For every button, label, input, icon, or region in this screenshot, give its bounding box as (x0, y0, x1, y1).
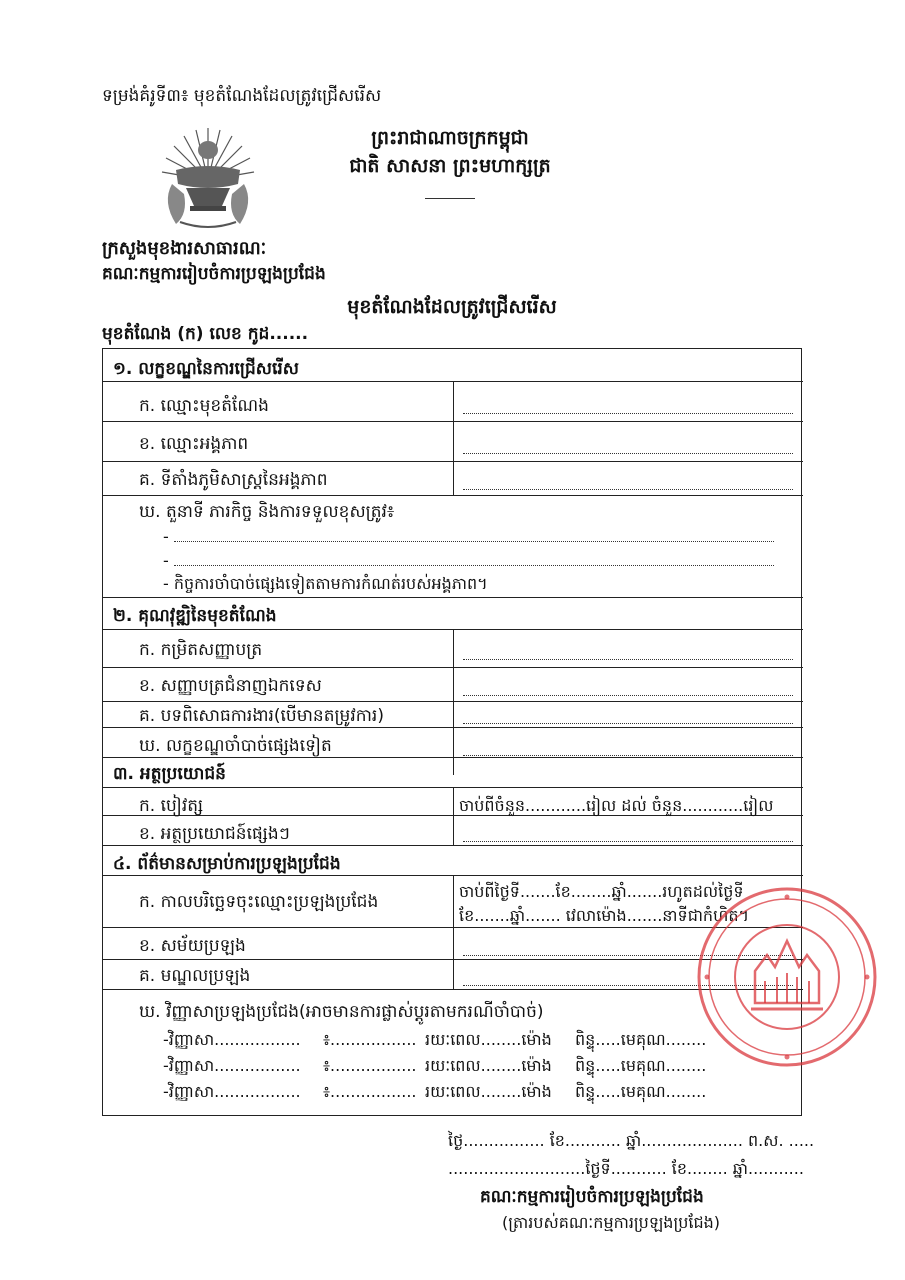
subject-row-duration: រយៈពេល........ម៉ោង (425, 1082, 552, 1101)
motto-divider (425, 198, 475, 199)
registration-date-value-2: ខែ.......ឆ្នាំ....... វេលាម៉ោង.......នាទីជាកំហិត។ (459, 906, 750, 925)
committee-name: គណៈកម្មការរៀបចំការប្រឡងប្រជែង (102, 264, 326, 284)
cambodia-royal-emblem-icon (158, 122, 258, 232)
document-title: មុខតំណែងដែលត្រូវជ្រើសរើស (347, 296, 557, 318)
date-line-solar: ...........................ថ្ងៃទី........... ខែ........ ឆ្នាំ........... (448, 1159, 804, 1178)
work-experience-label: គ. បទពិសោធការងារ(បើមានតម្រូវការ) (139, 706, 384, 726)
subject-row-score: ពិន្ទុ.....មេគុណ........ (575, 1030, 707, 1049)
duty-line-3: - កិច្ចការចាំបាច់ផ្សេងទៀតតាមការកំណត់របស់អង្គភាព។ (163, 574, 488, 593)
ministry-name: ក្រសួងមុខងារសាធារណៈ (102, 238, 267, 259)
specialized-degree-label: ខ. សញ្ញាបត្រជំនាញឯកទេស (139, 676, 322, 696)
date-line-lunar: ថ្ងៃ................ ខែ........... ឆ្នាំ.................... ព.ស. ..... (448, 1131, 815, 1150)
unit-location-value (463, 475, 793, 494)
position-name-label: ក. ឈ្មោះមុខតំណែង (139, 396, 269, 416)
committee-red-seal-icon (695, 885, 880, 1070)
registration-date-label: ក. កាលបរិច្ឆេទចុះឈ្មោះប្រឡងប្រជែង (139, 892, 379, 912)
subject-row-score: ពិន្ទុ.....មេគុណ........ (575, 1082, 707, 1101)
registration-date-value-1: ចាប់ពីថ្ងៃទី.......ខែ........ឆ្នាំ.......រហូតដល់ថ្ងៃទី (459, 882, 744, 901)
duties-label: ឃ. តួនាទី ភារកិច្ច និងការទទួលខុសត្រូវ៖ (139, 502, 395, 522)
signature-committee: គណៈកម្មការរៀបចំការប្រឡងប្រជែង (480, 1187, 704, 1207)
work-experience-value (463, 709, 793, 728)
unit-name-value (463, 439, 793, 458)
other-requirements-value (463, 741, 793, 760)
section-4-title: ៤. ព័ត៌មានសម្រាប់ការប្រឡងប្រជែង (113, 854, 341, 874)
subject-row-score: ពិន្ទុ.....មេគុណ........ (575, 1056, 707, 1075)
specialized-degree-value (463, 681, 793, 700)
unit-location-label: គ. ទីតាំងភូមិសាស្ត្រនៃអង្គភាព (139, 470, 328, 490)
other-requirements-label: ឃ. លក្ខខណ្ឌចាំបាច់ផ្សេងទៀត (139, 736, 332, 756)
seal-note: (ត្រារបស់គណៈកម្មការប្រឡងប្រជែង) (502, 1213, 720, 1232)
form-code-label: ទម្រង់គំរូទី៣៖ មុខតំណែងដែលត្រូវជ្រើសរើស (102, 86, 382, 106)
exam-subjects-label: ឃ. វិញ្ញាសាប្រឡងប្រជែង(អាចមានការផ្លាស់ប្តូរតាមករណីចាំបាច់) (139, 1002, 544, 1022)
position-code-label: មុខតំណែង (ក) លេខ កូដ...... (102, 324, 309, 344)
duty-line-2: - (163, 551, 774, 570)
other-benefits-label: ខ. អត្ថប្រយោជន៍ផ្សេងៗ (139, 824, 290, 844)
subject-row-duration: រយៈពេល........ម៉ោង (425, 1056, 552, 1075)
subject-row-name: -វិញ្ញាសា................. (163, 1056, 301, 1075)
subject-row-duration: រយៈពេល........ម៉ោង (425, 1030, 552, 1049)
salary-value: ចាប់ពីចំនួន............រៀល ដល់ ចំនួន............រៀល (459, 796, 774, 815)
other-benefits-value (463, 827, 793, 846)
exam-session-label: ខ. សម័យប្រឡង (139, 936, 246, 956)
subject-row-colon: ៖................. (323, 1056, 417, 1075)
section-2-title: ២. គុណវុឌ្ឍិនៃមុខតំណែង (113, 606, 277, 626)
subject-row-name: -វិញ្ញាសា................. (163, 1030, 301, 1049)
subject-row-colon: ៖................. (323, 1030, 417, 1049)
salary-label: ក. បៀវត្ស (139, 796, 204, 816)
section-3-title: ៣. អត្ថប្រយោជន៍ (113, 764, 226, 784)
subject-row-colon: ៖................. (323, 1082, 417, 1101)
kingdom-title: ព្រះរាជាណាចក្រកម្ពុជា (371, 127, 529, 149)
degree-level-label: ក. កម្រិតសញ្ញាបត្រ (139, 640, 263, 660)
unit-name-label: ខ. ឈ្មោះអង្គភាព (139, 434, 249, 454)
duty-line-1: - (163, 527, 774, 546)
exam-center-label: គ. មណ្ឌលប្រឡង (139, 966, 251, 986)
subject-row-name: -វិញ្ញាសា................. (163, 1082, 301, 1101)
degree-level-value (463, 645, 793, 664)
position-name-value (463, 399, 793, 418)
national-motto: ជាតិ សាសនា ព្រះមហាក្សត្រ (349, 155, 551, 177)
section-1-title: ១. លក្ខខណ្ឌនៃការជ្រើសរើស (113, 359, 299, 379)
